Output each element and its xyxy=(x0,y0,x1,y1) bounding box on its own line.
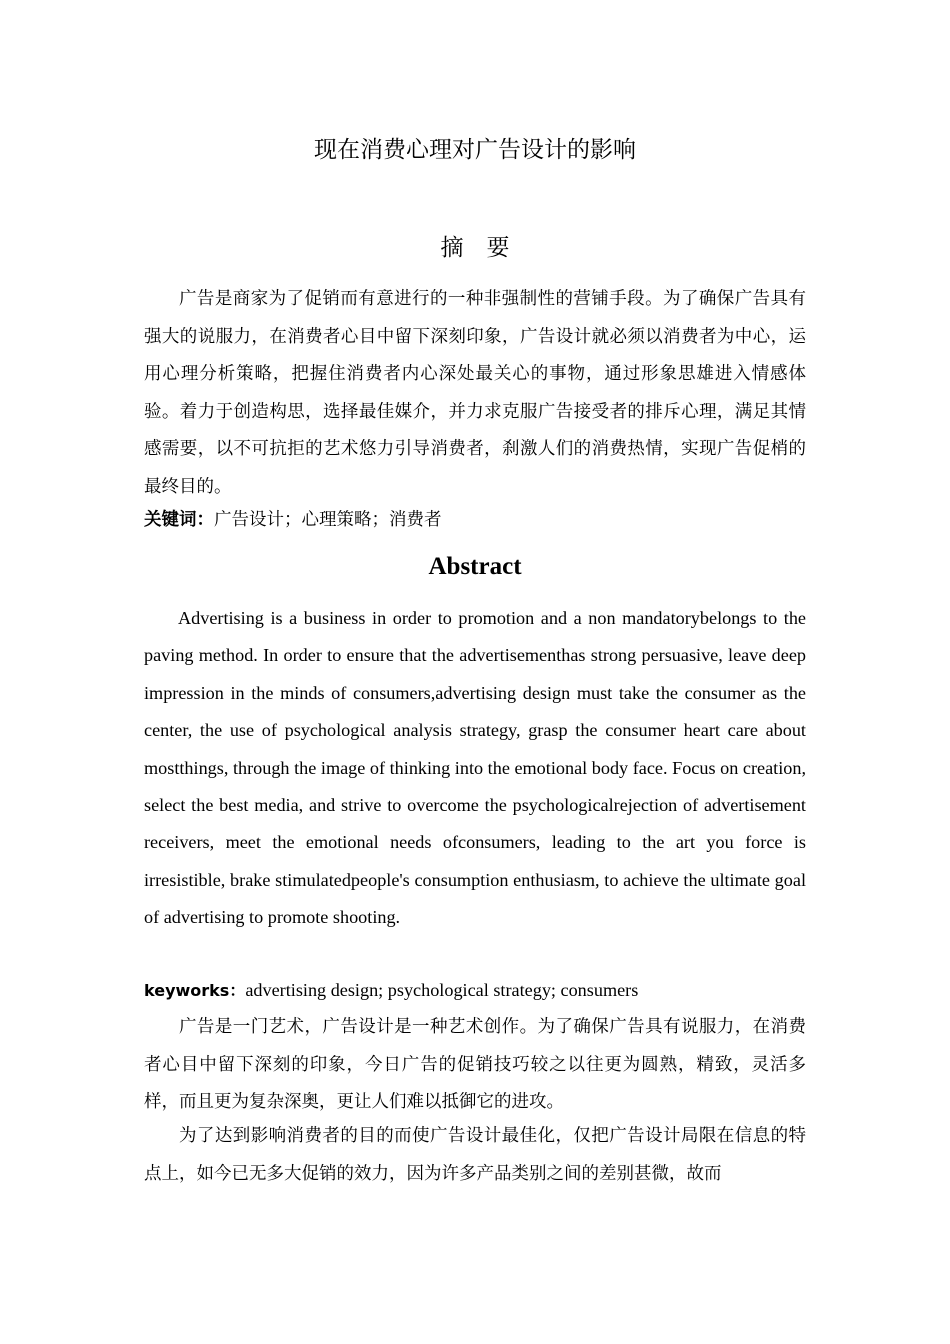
english-abstract-body: Advertising is a business in order to promotion and a non mandatorybelongs to the paving method. In order to ensure that the advertisementhas strong persuasive, leave deep impression in the minds of consumers,advertising design must take the consumer as the center, the use of psychological analysis strategy, grasp the consumer heart care about mostthings, through the image of thinking into the emotional body face. Focus on creation, select the best media, and strive to overcome the psychologicalrejection of advertisement receivers, meet the emotional needs ofconsumers, leading to the art you force is irresistible, brake stimulatedpeople's consumption enthusiasm, to achieve the ultimate goal of advertising to promote shooting. xyxy=(144,608,806,928)
body-paragraph: 广告是一门艺术，广告设计是一种艺术创作。为了确保广告具有说服力，在消费者心目中留下深刻的印象，今日广告的促销技巧较之以往更为圆熟，精致，灵活多样，而且更为复杂深奥，更让人们难以抵御它的进攻。 xyxy=(144,1017,806,1112)
chinese-keywords-value: 广告设计；心理策略；消费者 xyxy=(214,510,442,530)
chinese-keywords-line xyxy=(144,506,806,534)
chinese-abstract-body: 广告是商家为了促销而有意进行的一种非强制性的营铺手段。为了确保广告具有强大的说服力，在消费者心目中留下深刻印象，广告设计就必须以消费者为中心，运用心理分析策略，把握住消费者内心深处最关心的事物，通过形象思雄进入情感体验。着力于创造构思，选择最佳媒介，并力求克服广告接受者的排斥心理，满足其情感需要，以不可抗拒的艺术悠力引导消费者，刹激人们的消费热情，实现广告促梢的最终目的。 xyxy=(144,289,806,497)
document-title: 现在消费心理对广告设计的影响 xyxy=(314,137,636,163)
english-keywords-value: advertising design; psychological strategy; consumers xyxy=(245,980,639,1000)
chinese-abstract-heading: 摘 要 xyxy=(440,235,510,261)
chinese-keywords-label: 关键词： xyxy=(144,510,214,530)
body-paragraph: 为了达到影响消费者的目的而使广告设计最佳化，仅把广告设计局限在信息的特点上，如今已无多大促销的效力，因为许多产品类别之间的差别甚微，故而 xyxy=(144,1126,806,1184)
english-abstract-heading: Abstract xyxy=(428,553,522,580)
english-keywords-line xyxy=(144,976,806,1005)
english-keywords-label: keyworks： xyxy=(144,981,246,1000)
